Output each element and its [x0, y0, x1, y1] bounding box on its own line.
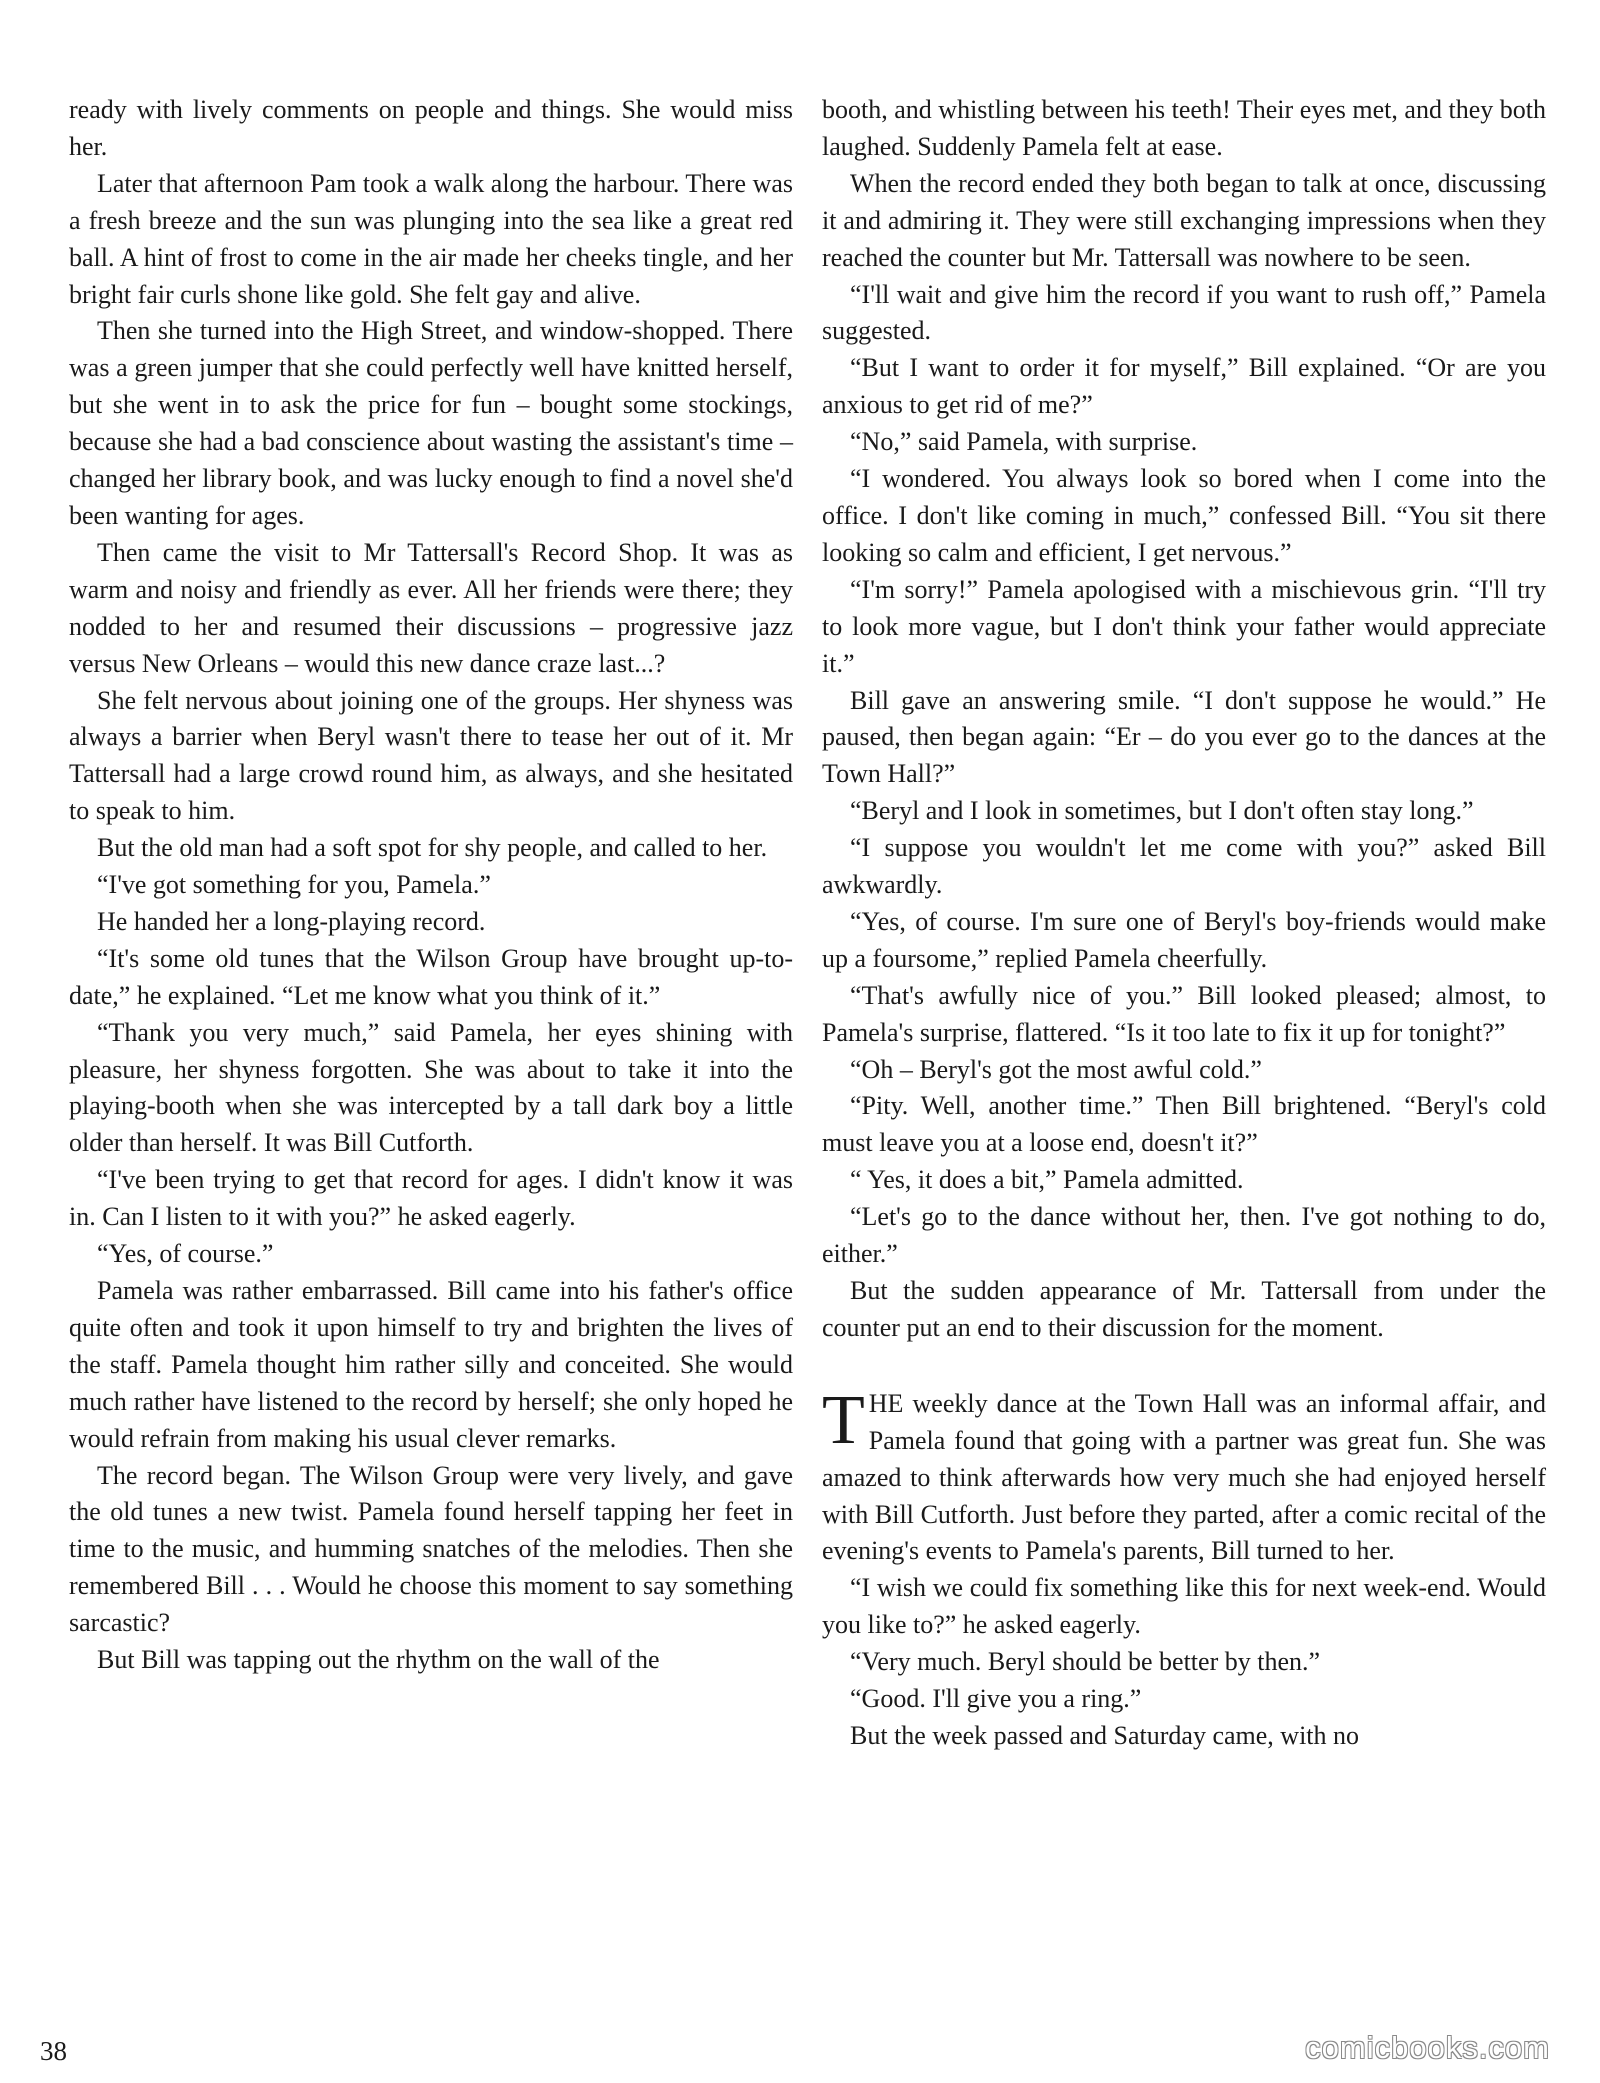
paragraph-text: When the record ended they both began to talk at once, discussing it and admiring it. They were still exchanging impressions when they reached the counter but Mr. Tattersall was nowhere to be seen.: [822, 168, 1546, 272]
paragraph-text: She felt nervous about joining one of the groups. Her shyness was always a barrier when Beryl wasn't there to tease her out of it. Mr Tattersall had a large crowd round him, as always, and she hesitated to speak to him.: [69, 685, 793, 826]
paragraph: [822, 1199, 1546, 1273]
paragraph: [822, 1088, 1546, 1162]
paragraph: [822, 572, 1546, 683]
paragraph-text: “I wondered. You always look so bored when I come into the office. I don't like coming in much,” confessed Bill. “You sit there looking so calm and efficient, I get nervous.”: [822, 464, 1546, 567]
paragraph-text: “That's awfully nice of you.” Bill looked pleased; almost, to Pamela's surprise, flattered. “Is it too late to fix it up for tonight?”: [822, 980, 1546, 1047]
paragraph-text: “I've got something for you, Pamela.”: [97, 870, 491, 900]
paragraph: [69, 1458, 793, 1643]
paragraph: [69, 166, 793, 314]
paragraph: [822, 1273, 1546, 1347]
paragraph-text: “It's some old tunes that the Wilson Group have brought up-to-date,” he explained. “Let me know what you think of it.”: [69, 943, 793, 1010]
paragraph: [822, 277, 1546, 351]
paragraph: [822, 1681, 1546, 1718]
paragraph-text: Then she turned into the High Street, and window-shopped. There was a green jumper that she could perfectly well have knitted herself, but she went in to ask the price for fun – bought some stockings, because she had a bad conscience about wasting the assistant's time – changed her library book, and was lucky enough to find a novel she'd been wanting for ages.: [69, 316, 793, 530]
paragraph: [822, 1644, 1546, 1681]
paragraph-text: “I'm sorry!” Pamela apologised with a mischievous grin. “I'll try to look more vague, but I don't think your father would appreciate it.”: [822, 574, 1546, 678]
paragraph-text: But the old man had a soft spot for shy people, and called to her.: [97, 833, 768, 863]
paragraph-text: “Very much. Beryl should be better by then.”: [850, 1647, 1321, 1677]
paragraph: [69, 867, 793, 904]
paragraph-text: “Pity. Well, another time.” Then Bill brightened. “Beryl's cold must leave you at a loose end, doesn't it?”: [822, 1091, 1546, 1158]
paragraph-text: “No,” said Pamela, with surprise.: [850, 427, 1198, 457]
paragraph: [822, 793, 1546, 830]
paragraph-text: He handed her a long-playing record.: [97, 906, 486, 936]
paragraph-text: “Yes, of course. I'm sure one of Beryl's boy-friends would make up a foursome,” replied Pamela cheerfully.: [822, 906, 1546, 973]
paragraph: [822, 1162, 1546, 1199]
paragraph: [822, 1381, 1546, 1571]
paragraph: [69, 1162, 793, 1236]
paragraph: [69, 1273, 793, 1458]
paragraph-text: But the sudden appearance of Mr. Tattersall from under the counter put an end to their discussion for the moment.: [822, 1276, 1546, 1342]
paragraph-text: But Bill was tapping out the rhythm on the wall of the: [97, 1645, 660, 1675]
left-text-column: [69, 92, 793, 1679]
paragraph: [822, 461, 1546, 572]
paragraph: [822, 424, 1546, 461]
paragraph-text: The record began. The Wilson Group were very lively, and gave the old tunes a new twist. Pamela found herself tapping her feet in time to the music, and humming snatches of the melodies. Then she remembered Bill . . . Would he choose this moment to say something sarcastic?: [69, 1460, 793, 1638]
paragraph-text: “Thank you very much,” said Pamela, her eyes shining with pleasure, her shyness forgotten. She was about to take it into the playing-booth when she was intercepted by a tall dark boy a little older than herself. It was Bill Cutforth.: [69, 1017, 793, 1158]
paragraph-text: “I wish we could fix something like this for next week-end. Would you like to?” he asked eagerly.: [822, 1573, 1546, 1640]
paragraph-text: “I'll wait and give him the record if you want to rush off,” Pamela suggested.: [822, 279, 1546, 346]
paragraph: [69, 683, 793, 831]
page-number: 38: [40, 2036, 67, 2066]
paragraph: [822, 1718, 1546, 1755]
paragraph: [822, 904, 1546, 978]
paragraph-text: “Yes, of course.”: [97, 1239, 274, 1269]
paragraph: [822, 683, 1546, 794]
paragraph: [822, 166, 1546, 277]
paragraph-text: “Good. I'll give you a ring.”: [850, 1684, 1142, 1714]
paragraph-text: “Let's go to the dance without her, then. I've got nothing to do, either.”: [822, 1202, 1546, 1269]
paragraph-text: booth, and whistling between his teeth! Their eyes met, and they both laughed. Suddenly Pamela felt at ease.: [822, 95, 1546, 161]
paragraph: [69, 92, 793, 166]
drop-cap: T: [822, 1381, 865, 1459]
paragraph-text: Later that afternoon Pam took a walk along the harbour. There was a fresh breeze and the sun was plunging into the sea like a great red ball. A hint of frost to come in the air made her cheeks tingle, and her bright fair curls shone like gold. She felt gay and alive.: [69, 168, 793, 309]
paragraph: [822, 350, 1546, 424]
paragraph: [822, 92, 1546, 166]
watermark: comicbooks.com: [1305, 2030, 1550, 2065]
paragraph-text: “Oh – Beryl's got the most awful cold.”: [850, 1054, 1262, 1084]
paragraph-text: Bill gave an answering smile. “I don't suppose he would.” He paused, then began again: “Er – do you ever go to the dances at the Town Hall?”: [822, 685, 1546, 789]
paragraph-text: “Beryl and I look in sometimes, but I don't often stay long.”: [850, 796, 1474, 826]
paragraph-text: “I suppose you wouldn't let me come with you?” asked Bill awkwardly.: [822, 833, 1546, 900]
paragraph: [69, 1642, 793, 1679]
right-text-column: [822, 92, 1546, 1755]
paragraph: [822, 1052, 1546, 1089]
paragraph: [69, 313, 793, 534]
paragraph: [69, 830, 793, 867]
paragraph-text: “I've been trying to get that record for ages. I didn't know it was in. Can I listen to it with you?” he asked eagerly.: [69, 1165, 793, 1232]
paragraph-text: Then came the visit to Mr Tattersall's Record Shop. It was as warm and noisy and friendly as ever. All her friends were there; they nodded to her and resumed their discussions – progressive jazz versus New Orleans – would this new dance craze last...?: [69, 537, 793, 678]
paragraph-text: “ Yes, it does a bit,” Pamela admitted.: [850, 1165, 1244, 1195]
paragraph: [822, 830, 1546, 904]
paragraph-text: “But I want to order it for myself,” Bill explained. “Or are you anxious to get rid of me?”: [822, 353, 1546, 420]
paragraph: [69, 1015, 793, 1163]
paragraph-text: Pamela was rather embarrassed. Bill came into his father's office quite often and took it upon himself to try and brighten the lives of the staff. Pamela thought him rather silly and conceited. She would much rather have listened to the record by herself; she only hoped he would refrain from making his usual clever remarks.: [69, 1276, 793, 1453]
paragraph-text: HE weekly dance at the Town Hall was an informal affair, and Pamela found that going with a partner was great fun. She was amazed to think afterwards how very much she had enjoyed herself with Bill Cutforth. Just before they parted, after a comic recital of the evening's events to Pamela's parents, Bill turned to her.: [822, 1388, 1546, 1566]
paragraph: [69, 535, 793, 683]
paragraph: [69, 941, 793, 1015]
paragraph: [69, 904, 793, 941]
paragraph-text: ready with lively comments on people and things. She would miss her.: [69, 95, 793, 161]
paragraph: [822, 978, 1546, 1052]
paragraph: [822, 1570, 1546, 1644]
paragraph: [69, 1236, 793, 1273]
paragraph-text: But the week passed and Saturday came, with no: [850, 1720, 1360, 1750]
